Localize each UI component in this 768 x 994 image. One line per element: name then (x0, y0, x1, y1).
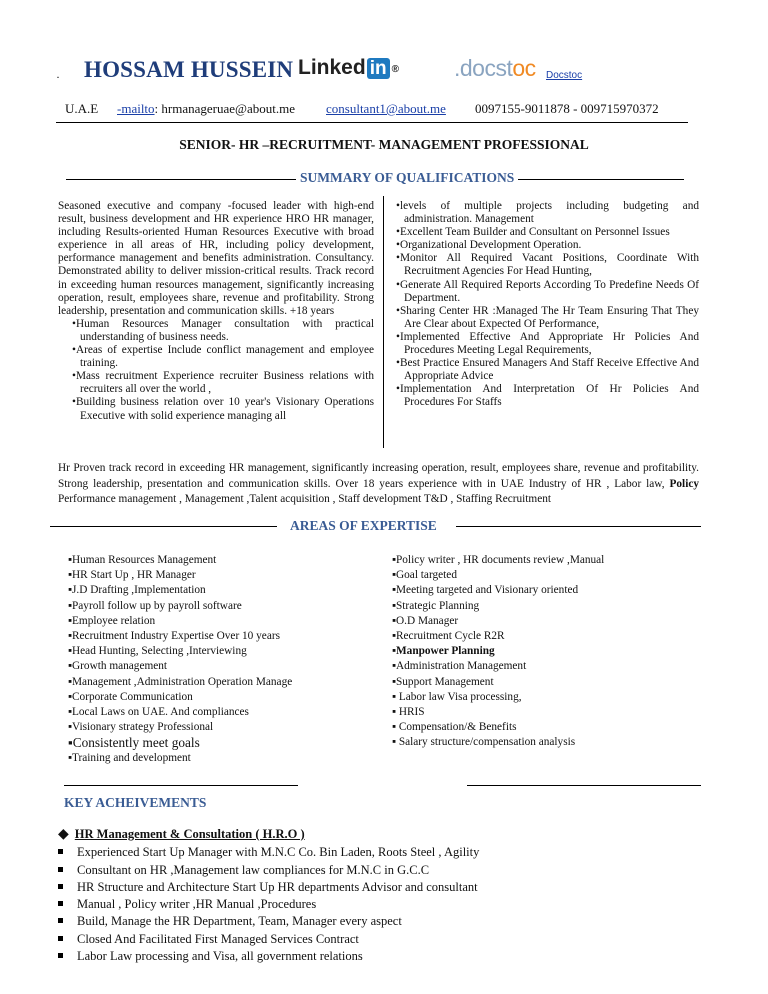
expertise-item: ▪Management ,Administration Operation Manage (68, 675, 293, 688)
summary-left-bullet: •Building business relation over 10 year's Visionary Operations Executive with solid experience managing all (72, 396, 374, 422)
summary-right-bullet: •Generate All Required Reports According To Predefine Needs Of Department. (396, 278, 699, 304)
docstoc-link[interactable]: Docstoc (546, 70, 583, 81)
expertise-item: ▪ Salary structure/compensation analysis (392, 736, 576, 749)
expertise-item: ▪Head Hunting, Selecting ,Interviewing (68, 645, 247, 658)
expertise-item: ▪Goal targeted (392, 569, 457, 582)
square-bullet-icon (58, 901, 63, 906)
achievement-item: Build, Manage the HR Department, Team, Manager every aspect (58, 913, 718, 930)
summary-right-bullet: •Implemented Effective And Appropriate Hr Policies And Procedures Meeting Legal Requirements, (396, 330, 699, 357)
docstoc-logo-accent: oc (512, 55, 536, 81)
docstoc-logo-text: .docst (454, 55, 513, 81)
summary-column-divider (383, 196, 384, 448)
expertise-item: ▪Growth management (68, 660, 168, 673)
linkedin-logo[interactable] (298, 56, 399, 80)
expertise-item: ▪Support Management (392, 675, 494, 688)
header-divider (56, 122, 688, 123)
expertise-item: ▪Recruitment Cycle R2R (392, 630, 505, 643)
summary-right-bullet: •Monitor All Required Vacant Positions, Coordinate With Recruitment Agencies For Head Hunting, (396, 252, 699, 278)
email-1-text: : hrmanageruae@about.me (154, 101, 296, 116)
summary-left-column (58, 200, 374, 423)
expertise-heading: AREAS OF EXPERTISE (286, 518, 441, 534)
expertise-item: ▪Local Laws on UAE. And compliances (68, 706, 249, 719)
summary-left-bullet: •Human Resources Manager consultation with practical understanding of business needs. (72, 317, 374, 343)
summary-right-bullet: •Sharing Center HR :Managed The Hr Team Ensuring That They Are Clear about Expected Of Performance, (396, 304, 699, 330)
summary-right-column (390, 200, 699, 410)
summary-right-bullet: •Organizational Development Operation. (396, 239, 582, 252)
summary-right-bullet: •Implementation And Interpretation Of Hr Policies And Procedures For Staffs (396, 383, 699, 409)
expertise-item: ▪Payroll follow up by payroll software (68, 599, 242, 612)
expertise-item: ▪HR Start Up , HR Manager (68, 569, 196, 582)
expertise-item: ▪Policy writer , HR documents review ,Manual (392, 554, 605, 566)
summary-left-bullet: •Mass recruitment Experience recruiter Business relations with recruiters all over the world , (72, 370, 374, 396)
achievements-heading: KEY ACHEIVEMENTS (64, 795, 207, 810)
summary-closing-bold: Policy (669, 477, 699, 490)
diamond-icon: ◆ (58, 827, 69, 842)
linkedin-in-icon: in (367, 58, 390, 79)
summary-closing (58, 461, 699, 508)
professional-title: SENIOR- HR –RECRUITMENT- MANAGEMENT PROFESSIONAL (179, 137, 589, 152)
expertise-item: ▪ Compensation/& Benefits (392, 721, 517, 734)
expertise-rule-right (456, 526, 701, 527)
linkedin-logo-text: Linked (298, 56, 366, 79)
achievement-item: HR Structure and Architecture Start Up HR departments Advisor and consultant (58, 879, 718, 896)
expertise-rule-left (50, 526, 277, 527)
expertise-item: ▪Visionary strategy Professional (68, 721, 214, 734)
expertise-item: ▪Recruitment Industry Expertise Over 10 years (68, 630, 280, 643)
contact-email-1 (117, 101, 295, 117)
expertise-item: ▪ HRIS (392, 706, 425, 719)
achievements-rule-right (467, 785, 701, 786)
summary-heading: SUMMARY OF QUALIFICATIONS (296, 170, 518, 186)
email-2-link[interactable]: consultant1@about.me (326, 101, 446, 116)
summary-right-bullet: •Excellent Team Builder and Consultant on Personnel Issues (396, 226, 670, 239)
achievements-rule-left (64, 785, 298, 786)
header-bullet: · (56, 70, 60, 84)
summary-right-bullet: •levels of multiple projects including budgeting and administration. Management (396, 200, 699, 226)
square-bullet-icon (58, 936, 63, 941)
achievement-item: Manual , Policy writer ,HR Manual ,Procedures (58, 896, 718, 913)
square-bullet-icon (58, 849, 63, 854)
docstoc-logo[interactable] (454, 55, 536, 82)
registered-mark: ® (391, 64, 399, 75)
expertise-item: ▪Meeting targeted and Visionary oriented (392, 584, 579, 597)
candidate-name: HOSSAM HUSSEIN (84, 57, 294, 82)
achievements-list (58, 826, 718, 965)
achievement-item: Closed And Facilitated First Managed Services Contract (58, 931, 718, 948)
mailto-link[interactable]: -mailto (117, 101, 155, 116)
summary-closing-part-1: Hr Proven track record in exceeding HR management, significantly increasing operation, result, employees share, revenue and profitability. Strong leadership, presentation and communication skills. Over 18 years experience with in UAE Industry of HR , Labor law, (58, 462, 699, 490)
achievement-item: Labor Law processing and Visa, all government relations (58, 948, 718, 965)
expertise-item: ▪Training and development (68, 751, 191, 764)
achievement-item: Consultant on HR ,Management law compliances for M.N.C in G.C.C (58, 862, 718, 879)
achievements-subheading-row (58, 826, 718, 843)
summary-closing-part-2: Performance management , Management ,Talent acquisition , Staff development T&D , Staffing Recruitment (58, 493, 551, 505)
expertise-item: ▪J.D Drafting ,Implementation (68, 584, 206, 597)
contact-location: U.A.E (65, 101, 99, 116)
expertise-item: ▪Strategic Planning (392, 599, 480, 612)
expertise-item: ▪Manpower Planning (392, 645, 495, 658)
achievements-subheading: HR Management & Consultation ( H.R.O ) (74, 827, 305, 841)
square-bullet-icon (58, 918, 63, 923)
expertise-left-list (68, 553, 388, 766)
contact-phones: 0097155-9011878 - 009715970372 (475, 101, 659, 116)
square-bullet-icon (58, 953, 63, 958)
square-bullet-icon (58, 867, 63, 872)
expertise-item: ▪Employee relation (68, 614, 156, 627)
summary-left-bullet: •Areas of expertise Include conflict management and employee training. (72, 344, 374, 370)
expertise-item: ▪ Labor law Visa processing, (392, 690, 522, 703)
expertise-item: ▪Consistently meet goals (68, 735, 200, 751)
expertise-item: ▪O.D Manager (392, 614, 459, 627)
summary-right-bullet: •Best Practice Ensured Managers And Staff Receive Effective And Appropriate Advice (396, 357, 699, 383)
expertise-item: ▪Administration Management (392, 660, 527, 673)
contact-email-2[interactable] (326, 101, 446, 117)
expertise-item: ▪Corporate Communication (68, 690, 193, 703)
expertise-right-list (392, 553, 712, 751)
expertise-item: ▪Human Resources Management (68, 554, 217, 566)
achievement-item: Experienced Start Up Manager with M.N.C Co. Bin Laden, Roots Steel , Agility (58, 844, 718, 861)
square-bullet-icon (58, 884, 63, 889)
summary-paragraph: Seasoned executive and company -focused leader with high-end result, business development and HR experience HRO HR manager, including Results-oriented Human Resources Executive with broad experience in all areas of HR, including policy development, performance management and benefits administration. Consultancy. Demonstrated ability to deliver mission-critical results. Track record in exceeding human resources management, significantly increasing operation, result, employees share, revenue and profitability. Strong leadership, presentation and communication skills. +18 years (58, 200, 374, 317)
